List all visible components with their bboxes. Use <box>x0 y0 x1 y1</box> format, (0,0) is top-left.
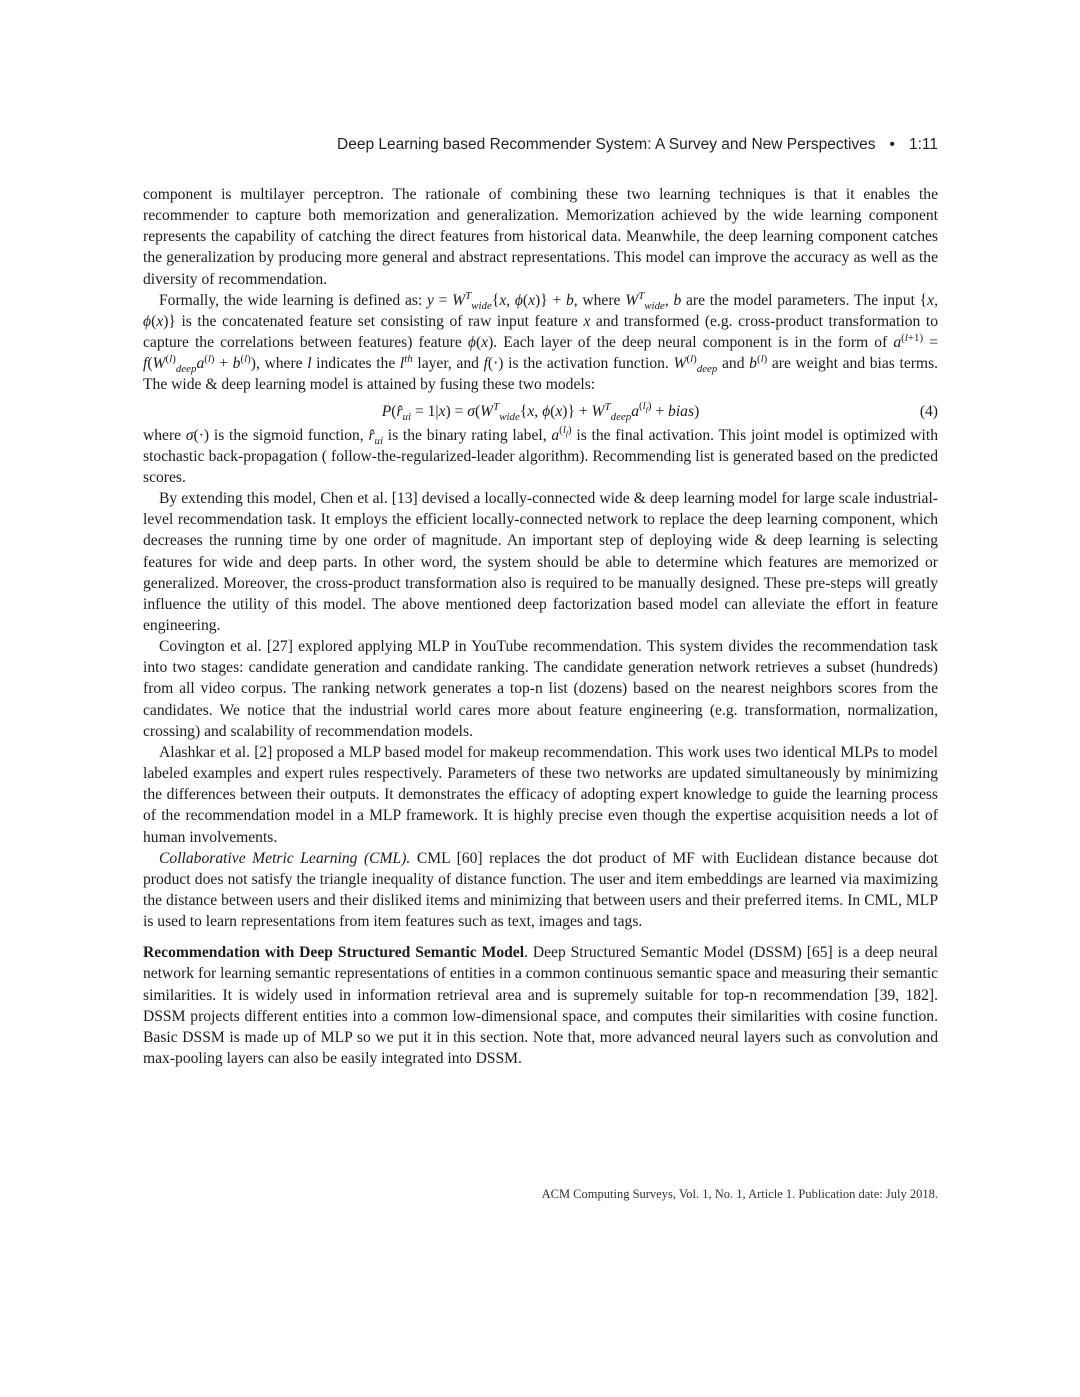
deep-weight: $W^{(l)}_{deep}$ <box>673 353 718 376</box>
text-segment: are the model parameters. The input <box>681 291 920 309</box>
text-segment: is the sigmoid function, <box>209 426 369 444</box>
rating-label: $r̂_{ui}$ <box>368 426 384 447</box>
paragraph-chen: By extending this model, Chen et al. [13] devised a locally-connected wide & deep learning model for large scale industrial-level recommendation task. It employs the efficient locally-connected network to replace the deep learning component, which decreases the running time by one order of magnitude. An important step of deploying wide & deep learning is selecting features for wide and deep parts. In other word, the system should be able to determine which features are memorized or generalized. Moreover, the cross-product transformation also is required to be manually designed. These pre-steps will greatly influence the utility of this model. The above mentioned deep factorization based model can alleviate the effort in feature engineering. <box>143 490 938 634</box>
header-bullet: • <box>889 136 895 153</box>
cml-run-in-title: Collaborative Metric Learning (CML). <box>159 849 411 867</box>
paragraph-covington: Covington et al. [27] explored applying MLP in YouTube recommendation. This system divides the recommendation task into two stages: candidate generation and candidate ranking. The candidate generation network retrieves a subset (hundreds) from all video corpus. The ranking network generates a top-n list (dozens) based on the nearest neighbors scores from the candidates. We notice that the industrial world cares more about feature engineering (e.g. transformation, normalization, crossing) and scalability of recommendation models. <box>143 638 938 740</box>
var-x: x <box>583 312 591 330</box>
text-segment: is the activation function. <box>503 355 674 373</box>
var-l-th: $l^{th}$ <box>399 353 413 373</box>
equation-4 <box>143 398 938 425</box>
paragraph-cml <box>143 848 938 933</box>
page-number: 1:11 <box>908 136 938 153</box>
equation-number: (4) <box>919 402 938 420</box>
input-set: {x, ϕ(x)} <box>143 291 938 330</box>
text-segment: Formally, the wide learning is defined as: <box>159 291 427 309</box>
running-header <box>143 136 938 154</box>
deep-layer-formula: $a^{(l+1)} = f(W^{(l)}_{deep}a^{(l)} + b^{(l)})$ <box>143 331 938 376</box>
text-segment: is the concatenated feature set consisting of raw input feature <box>175 312 584 330</box>
text-segment: , where <box>573 291 626 309</box>
paragraph-wide-deep-intro: component is multilayer perceptron. The rationale of combining these two learning techniques is that it enables the recommender to capture both memorization and generalization. Memorization achieved by the wide learning component represents the capability of catching the direct features from historical data. Meanwhile, the deep learning component catches the generalization by producing more general and abstract representations. This model can improve the accuracy as well as the diversity of recommendation. <box>143 186 938 288</box>
sigmoid-function: σ(·) <box>185 426 210 444</box>
text-segment: , where <box>255 355 308 373</box>
paragraph-wide-deep-formal <box>143 290 938 396</box>
final-activation: $a^{(l_f)}$ <box>551 424 572 444</box>
text-segment: is the binary rating label, <box>383 426 552 444</box>
text-segment: layer, and <box>412 355 484 373</box>
var-l: l <box>307 355 312 373</box>
paragraph-alashkar: Alashkar et al. [2] proposed a MLP based model for makeup recommendation. This work uses two identical MLPs to model labeled examples and expert rules respectively. Parameters of these two networks are updated simultaneously by minimizing the differences between their outputs. It demonstrates the efficacy of adopting expert knowledge to guide the learning process of the recommendation model in a MLP framework. It is highly precise even though the expertise acquisition needs a lot of human involvements. <box>143 743 938 846</box>
feature-phi: ϕ(x) <box>467 334 494 352</box>
wide-formula: $y = W^T_{wide}\{x$, ϕ(x)} + b <box>426 289 574 312</box>
paragraph-dssm <box>143 942 938 1069</box>
text-segment: indicates the <box>311 355 400 373</box>
text-segment: . Each layer of the deep neural component is in the form of <box>493 334 894 352</box>
dssm-section-title: Recommendation with Deep Structured Semantic Model <box>143 944 525 962</box>
text-segment: and transformed (e.g. cross-product transformation to capture the correlations between features) feature <box>143 312 938 352</box>
paragraph-equation-explanation <box>143 425 938 488</box>
text-segment: and <box>717 355 750 373</box>
text-segment: are weight and bias terms. The wide & deep learning model is attained by fusing these two models: <box>143 355 939 394</box>
page-footer: ACM Computing Surveys, Vol. 1, No. 1, Article 1. Publication date: July 2018. <box>541 1187 938 1201</box>
cml-body: CML [60] replaces the dot product of MF with Euclidean distance because dot product does not satisfy the triangle inequality of distance function. The user and item embeddings are learned via maximizing the distance between users and their disliked items and minimizing that between users and their preferred items. In CML, MLP is used to learn representations from item features such as text, images and tags. <box>143 849 938 931</box>
wide-params: $W^T_{wide}$, b <box>625 289 682 312</box>
text-segment: where <box>143 426 186 444</box>
deep-bias: $b^{(l)}$ <box>749 353 768 373</box>
body-text <box>143 184 938 1069</box>
running-title: Deep Learning based Recommender System: A Survey and New Perspectives <box>337 136 876 153</box>
equation-body: $P(r̂_{ui} = 1|x) = \sigma(W^T_{wide}\{x$, $\phi(x)\} + W^T_{deep}a^{(l_f)}$ + bias) <box>381 400 700 423</box>
text-segment: is the final activation. This joint model is optimized with stochastic back-propagation ( follow-the-regularized-leader algorithm). Recommending list is generated based on the predicted scores. <box>143 426 938 486</box>
activation-f: f(·) <box>483 355 504 373</box>
dssm-body: . Deep Structured Semantic Model (DSSM) [65] is a deep neural network for learning semantic representations of entities in a common continuous semantic space and measuring their semantic similarities. It is widely used in information retrieval area and is supremely suitable for top-n recommendation [39, 182]. DSSM projects different entities into a common low-dimensional space, and computes their similarities with cosine function. Basic DSSM is made up of MLP so we put it in this section. Note that, more advanced neural layers such as convolution and max-pooling layers can also be easily integrated into DSSM. <box>143 944 938 1068</box>
